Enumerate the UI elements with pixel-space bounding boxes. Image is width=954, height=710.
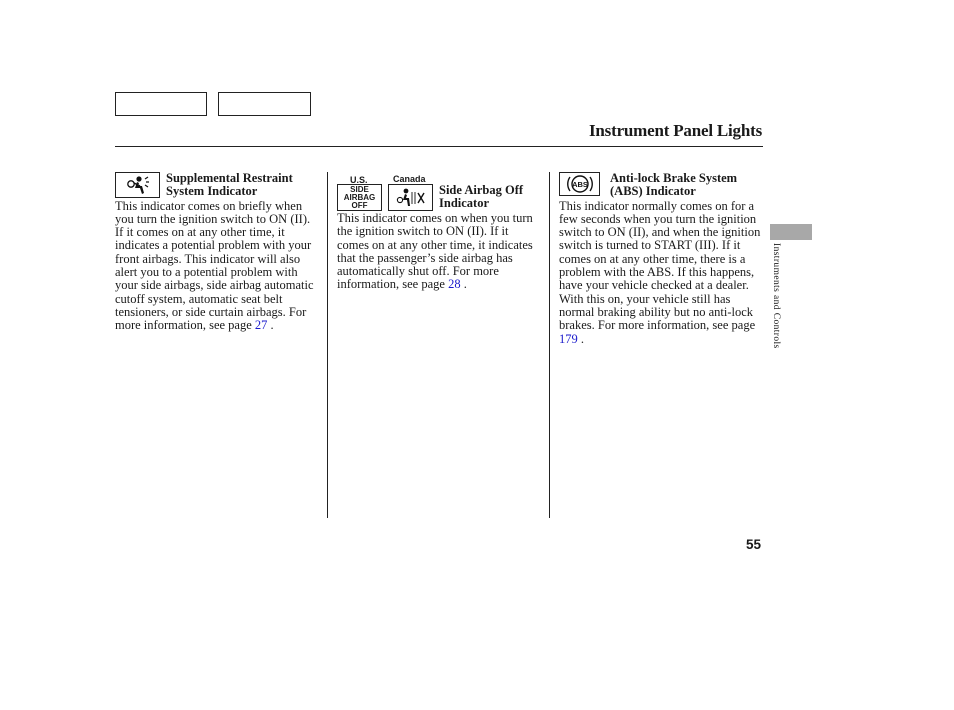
side-airbag-off-us-icon: SIDE AIRBAG OFF (337, 184, 382, 211)
side-tab-label: Instruments and Controls (771, 243, 781, 349)
title-rule (115, 146, 763, 147)
section-heading: Anti-lock Brake System (ABS) Indicator (610, 171, 738, 199)
column-divider (549, 172, 550, 518)
canada-label: Canada (393, 174, 426, 184)
section-body: This indicator normally comes on for a few seconds when you turn the ignition switch to ON (II), and when the ignition switch is turned to START (III). If it comes on at any other time, there is a problem with the ABS. If this happens, have your vehicle checked at a dealer. With this on, your vehicle still has normal braking ability but no anti-lock brakes. For more information, see page 179 . (559, 198, 761, 346)
column-divider (327, 172, 328, 518)
page-link[interactable]: 28 (448, 277, 461, 292)
side-tab-marker (770, 224, 812, 240)
page-title: Instrument Panel Lights (589, 121, 762, 140)
srs-indicator-section (115, 172, 321, 333)
nav-button-1[interactable] (115, 92, 207, 116)
page-link[interactable]: 179 (559, 331, 578, 346)
nav-button-2[interactable] (218, 92, 311, 116)
section-body: This indicator comes on when you turn the ignition switch to ON (II). If it comes on at any other time, it indicates that the passenger’s side airbag has automatically shut off. For more information, see page 28 . (337, 211, 533, 292)
section-heading: Supplemental Restraint System Indicator (166, 171, 293, 199)
side-airbag-off-canada-icon (388, 184, 433, 211)
page-number: 55 (746, 537, 762, 552)
abs-icon-text: ABS (571, 180, 588, 189)
side-airbag-off-section (337, 172, 543, 292)
section-heading: Side Airbag Off Indicator (439, 183, 524, 211)
abs-icon (559, 172, 600, 196)
page-link[interactable]: 27 (254, 318, 268, 333)
abs-indicator-section (559, 172, 764, 346)
section-body: This indicator comes on briefly when you turn the ignition switch to ON (II). If it comes on at any other time, it indicates a potential problem with your front airbags. This indicator will also alert you to a potential problem with your side airbags, side airbag automatic cutoff system, automatic seat belt tensioners, or side curtain airbags. For more information, see page 27 . (115, 198, 314, 333)
us-label: U.S. (350, 175, 368, 185)
airbag-person-icon (115, 172, 160, 198)
